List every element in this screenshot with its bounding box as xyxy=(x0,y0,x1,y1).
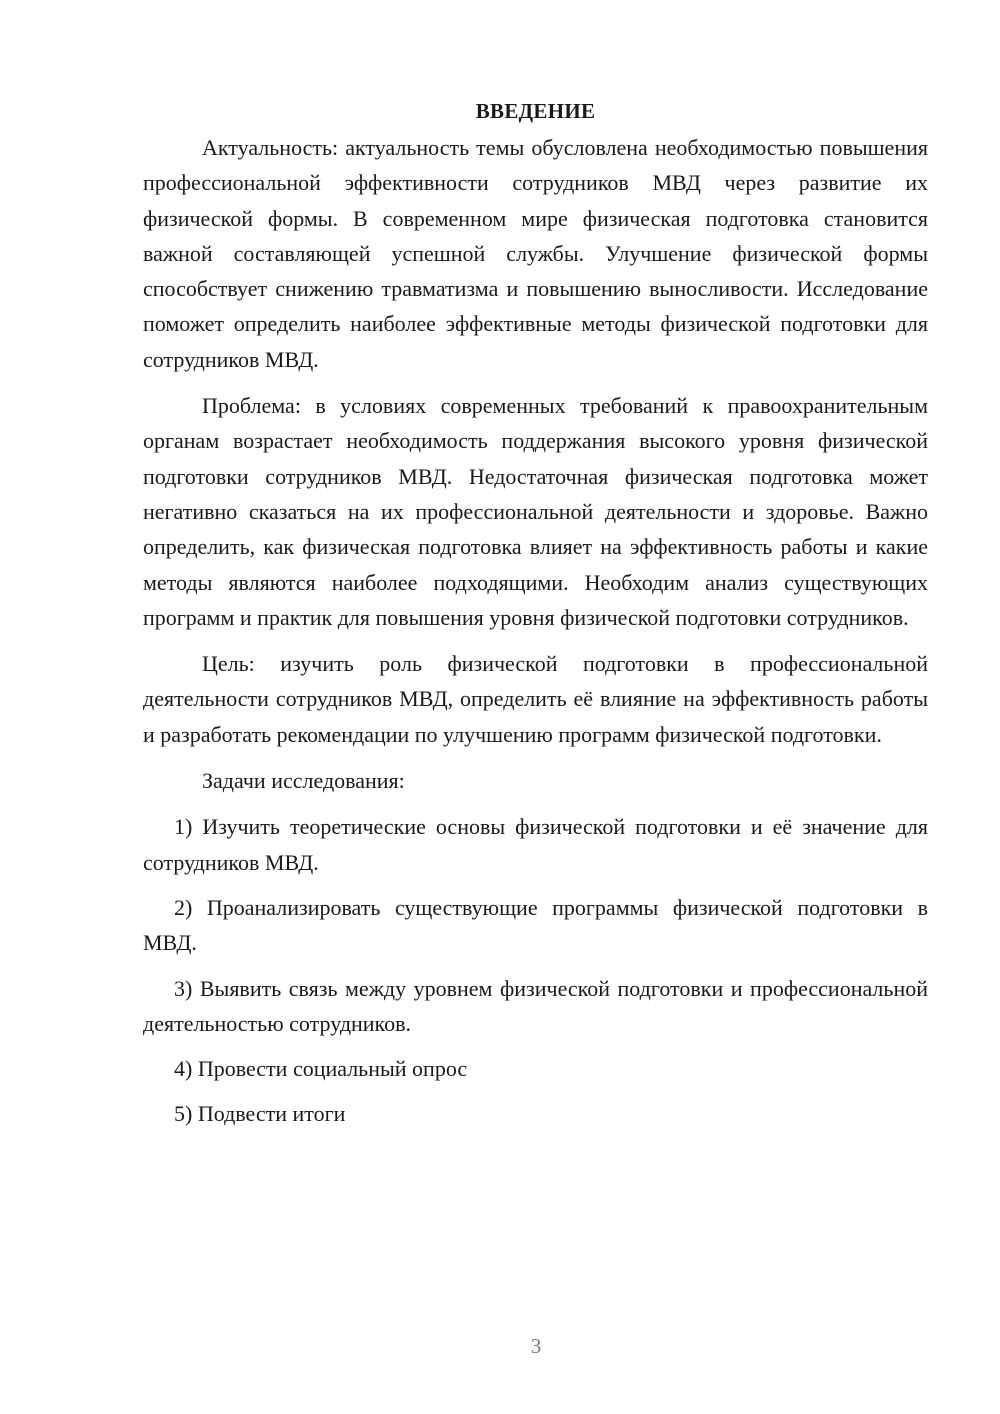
page-number: 3 xyxy=(530,1334,542,1358)
task-item-3: 3) Выявить связь между уровнем физической подготовки и профессиональной деятельностью сотрудников. xyxy=(143,975,928,1036)
section-heading: ВВЕДЕНИЕ xyxy=(475,99,596,123)
paragraph-goal: Цель: изучить роль физической подготовки в профессиональной деятельности сотрудников МВД, определить её влияние на эффективность работы и разработать рекомендации по улучшению программ физической подготовки. xyxy=(143,651,928,747)
task-item-1: 1) Изучить теоретические основы физической подготовки и её значение для сотрудников МВД. xyxy=(143,814,928,875)
task-item-2: 2) Проанализировать существующие программы физической подготовки в МВД. xyxy=(143,894,928,956)
paragraph-problem: Проблема: в условиях современных требований к правоохранительным органам возрастает необходимость поддержания высокого уровня физической подготовки сотрудников МВД. Недостаточная физическая подготовка может негативно сказаться на их профессиональной деятельности и здоровье. Важно определить, как физическая подготовка влияет на эффективность работы и какие методы являются наиболее подходящими. Необходим анализ существующих программ и практик для повышения уровня физической подготовки сотрудников. xyxy=(143,393,928,630)
task-item-5: 5) Подвести итоги xyxy=(174,1101,346,1127)
paragraph-relevance: Актуальность: актуальность темы обусловлена необходимостью повышения профессиональной эффективности сотрудников МВД через развитие их физической формы. В современном мире физическая подготовка становится важной составляющей успешной службы. Улучшение физической формы способствует снижению травматизма и повышению выносливости. Исследование поможет определить наиболее эффективные методы физической подготовки для сотрудников МВД. xyxy=(143,135,928,372)
tasks-title: Задачи исследования: xyxy=(202,768,405,794)
page-content xyxy=(143,96,928,1142)
task-item-4: 4) Провести социальный опрос xyxy=(174,1056,468,1082)
